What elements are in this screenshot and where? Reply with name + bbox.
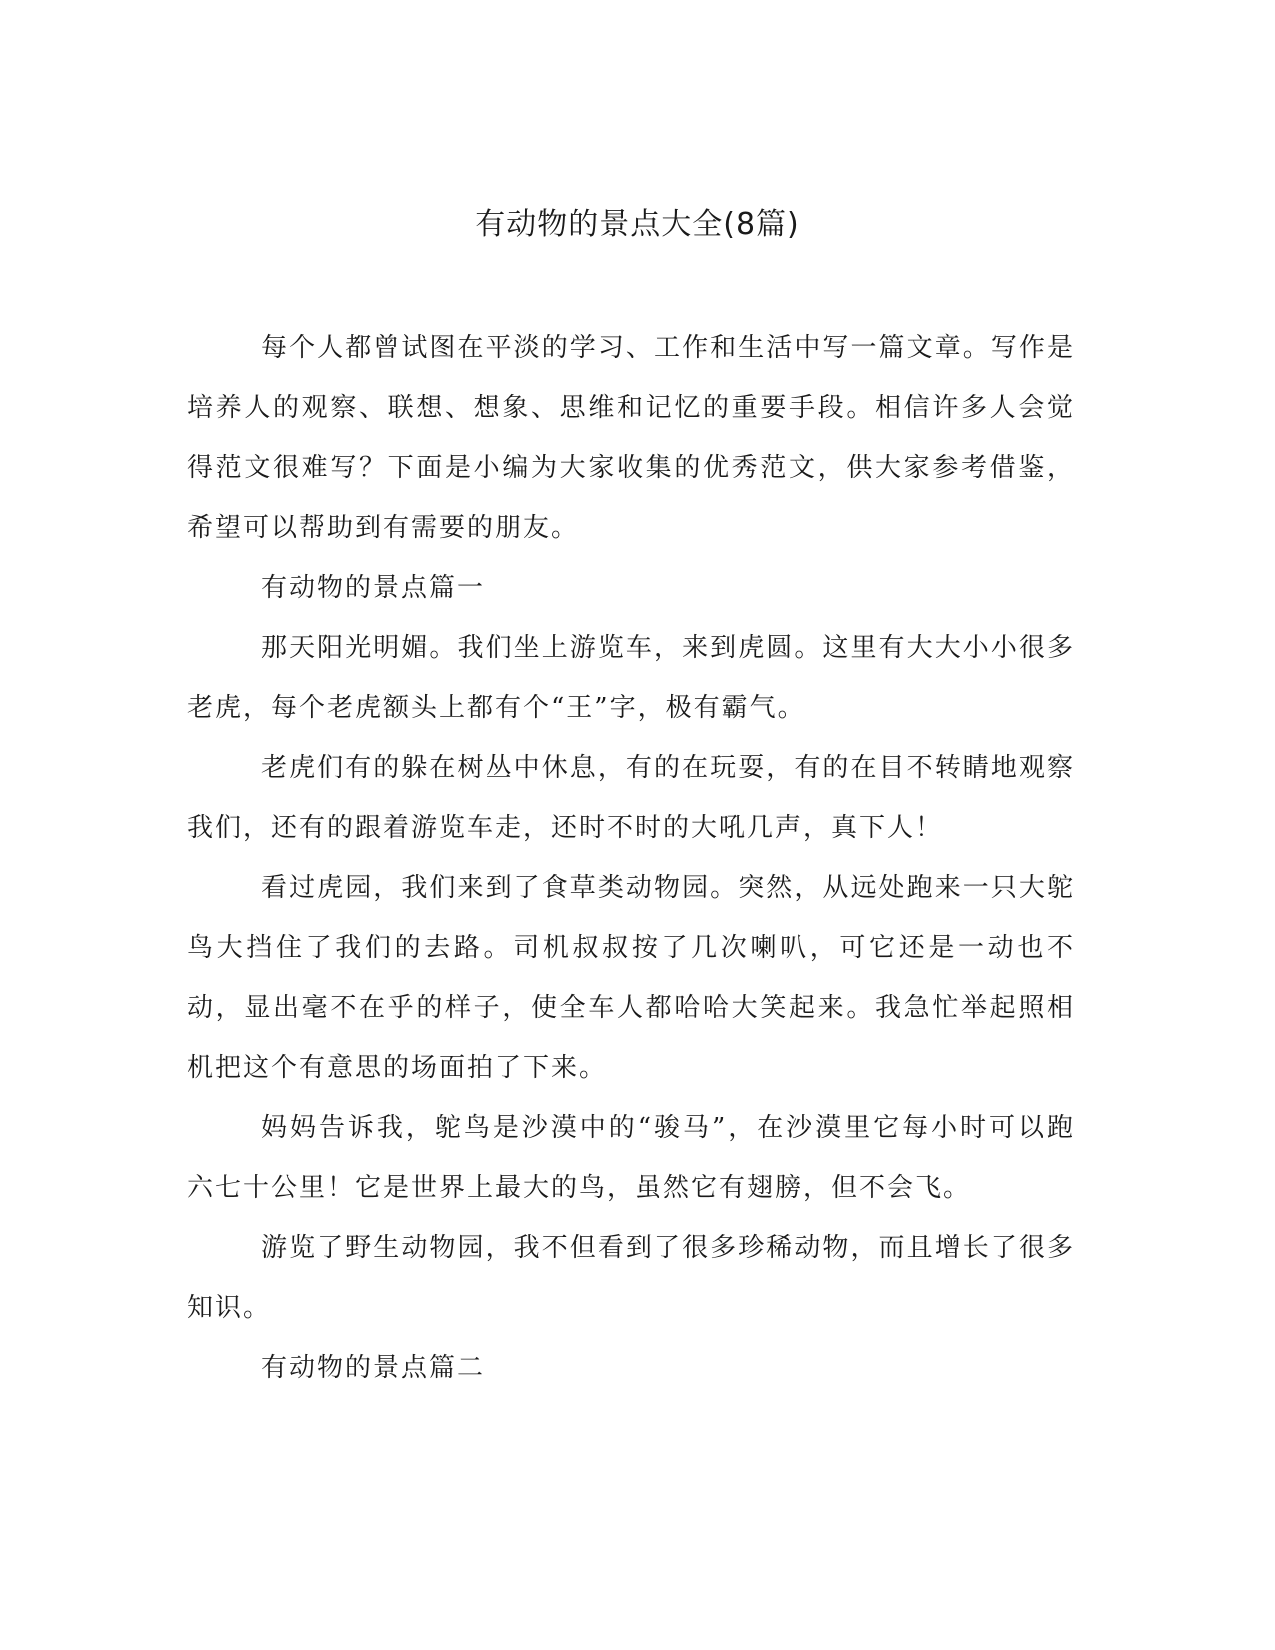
body-paragraph: 妈妈告诉我，鸵鸟是沙漠中的“骏马”，在沙漠里它每小时可以跑六七十公里！它是世界上最大的鸟，虽然它有翅膀，但不会飞。 [187, 1113, 1075, 1203]
section-heading-2: 有动物的景点篇二 [261, 1353, 486, 1383]
body-paragraph: 看过虎园，我们来到了食草类动物园。突然，从远处跑来一只大鸵鸟大挡住了我们的去路。司机叔叔按了几次喇叭，可它还是一动也不动，显出毫不在乎的样子，使全车人都哈哈大笑起来。我急忙举起照相机把这个有意思的场面拍了下来。 [187, 873, 1075, 1083]
document-body [187, 318, 1075, 1398]
section-heading-1: 有动物的景点篇一 [261, 573, 486, 603]
body-paragraph: 老虎们有的躲在树丛中休息，有的在玩耍，有的在目不转睛地观察我们，还有的跟着游览车走，还时不时的大吼几声，真下人！ [187, 753, 1075, 843]
body-paragraph: 游览了野生动物园，我不但看到了很多珍稀动物，而且增长了很多知识。 [187, 1233, 1075, 1323]
intro-paragraph: 每个人都曾试图在平淡的学习、工作和生活中写一篇文章。写作是培养人的观察、联想、想象、思维和记忆的重要手段。相信许多人会觉得范文很难写？下面是小编为大家收集的优秀范文，供大家参考借鉴，希望可以帮助到有需要的朋友。 [187, 333, 1075, 543]
document-title: 有动物的景点大全(8篇) [475, 207, 800, 242]
body-paragraph: 那天阳光明媚。我们坐上游览车，来到虎圆。这里有大大小小很多老虎，每个老虎额头上都有个“王”字，极有霸气。 [187, 633, 1075, 723]
